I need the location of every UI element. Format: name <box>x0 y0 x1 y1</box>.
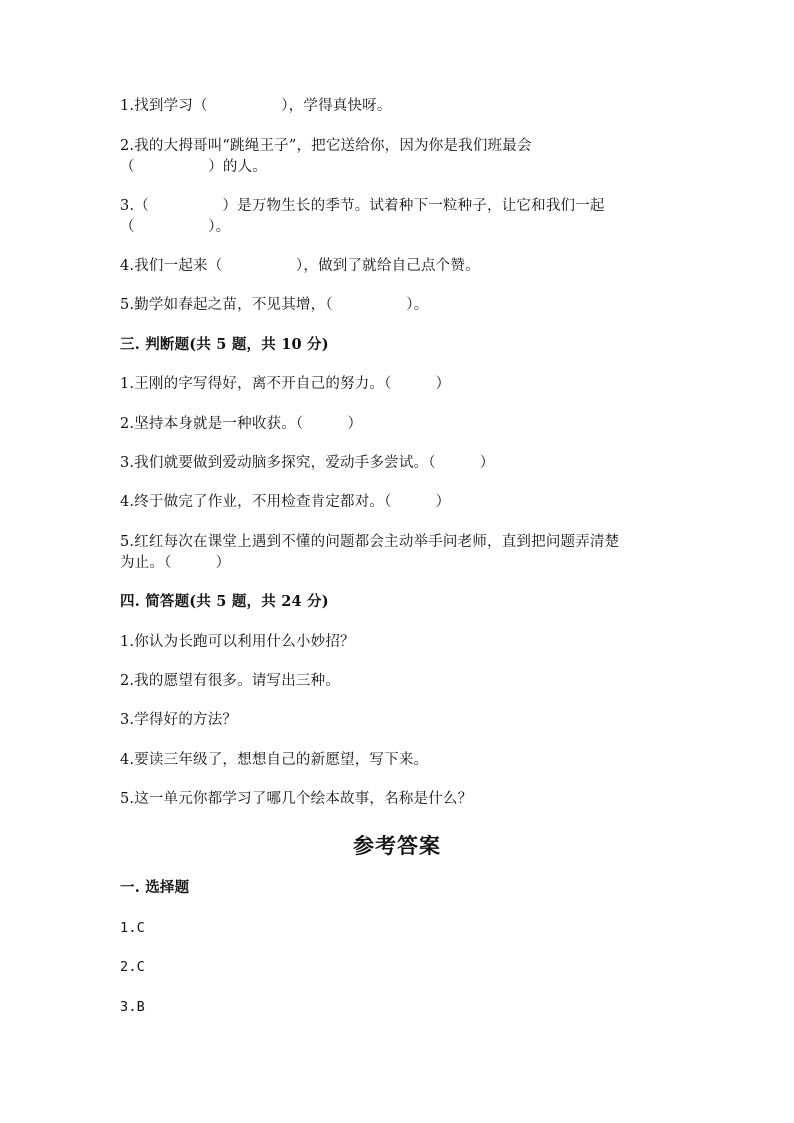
fill-question-3-line2: （ ）。 <box>120 219 231 235</box>
answer-2: 2.C <box>120 959 145 975</box>
section-3-heading: 三. 判断题(共 5 题，共 10 分) <box>120 336 329 353</box>
short-question-4: 4.要读三年级了，想想自己的新愿望，写下来。 <box>120 752 429 768</box>
answer-1: 1.C <box>120 920 145 936</box>
section-4-heading: 四. 简答题(共 5 题，共 24 分) <box>120 593 329 610</box>
fill-question-5: 5.勤学如春起之苗，不见其增，（ ）。 <box>120 297 429 313</box>
judge-question-4: 4.终于做完了作业，不用检查肯定都对。（ ） <box>120 494 451 510</box>
fill-question-1: 1.找到学习（ ），学得真快呀。 <box>120 98 392 114</box>
short-question-1: 1.你认为长跑可以利用什么小妙招？ <box>120 634 355 650</box>
short-question-5: 5.这一单元你都学习了哪几个绘本故事，名称是什么？ <box>120 791 473 807</box>
judge-question-5-line1: 5.红红每次在课堂上遇到不懂的问题都会主动举手问老师，直到把问题弄清楚 <box>120 534 620 550</box>
judge-question-5-line2: 为止。（ ） <box>120 555 231 571</box>
fill-question-3-line1: 3.（ ）是万物生长的季节。试着种下一粒种子，让它和我们一起 <box>120 198 605 214</box>
short-question-3: 3.学得好的方法？ <box>120 712 238 728</box>
fill-question-2-line1: 2.我的大拇哥叫“跳绳王子”，把它送给你，因为你是我们班最会 <box>120 138 532 154</box>
answer-3: 3.B <box>120 999 145 1015</box>
short-question-2: 2.我的愿望有很多。请写出三种。 <box>120 673 341 689</box>
judge-question-3: 3.我们就要做到爱动脑多探究，爱动手多尝试。（ ） <box>120 455 495 471</box>
fill-question-2-line2: （ ）的人。 <box>120 159 267 175</box>
answer-key-title: 参考答案 <box>353 833 441 858</box>
fill-question-4: 4.我们一起来（ ），做到了就给自己点个赞。 <box>120 258 480 274</box>
judge-question-2: 2.坚持本身就是一种收获。（ ） <box>120 416 363 432</box>
answer-section-1-heading: 一. 选择题 <box>120 879 190 896</box>
judge-question-1: 1.王刚的字写得好，离不开自己的努力。（ ） <box>120 376 451 392</box>
